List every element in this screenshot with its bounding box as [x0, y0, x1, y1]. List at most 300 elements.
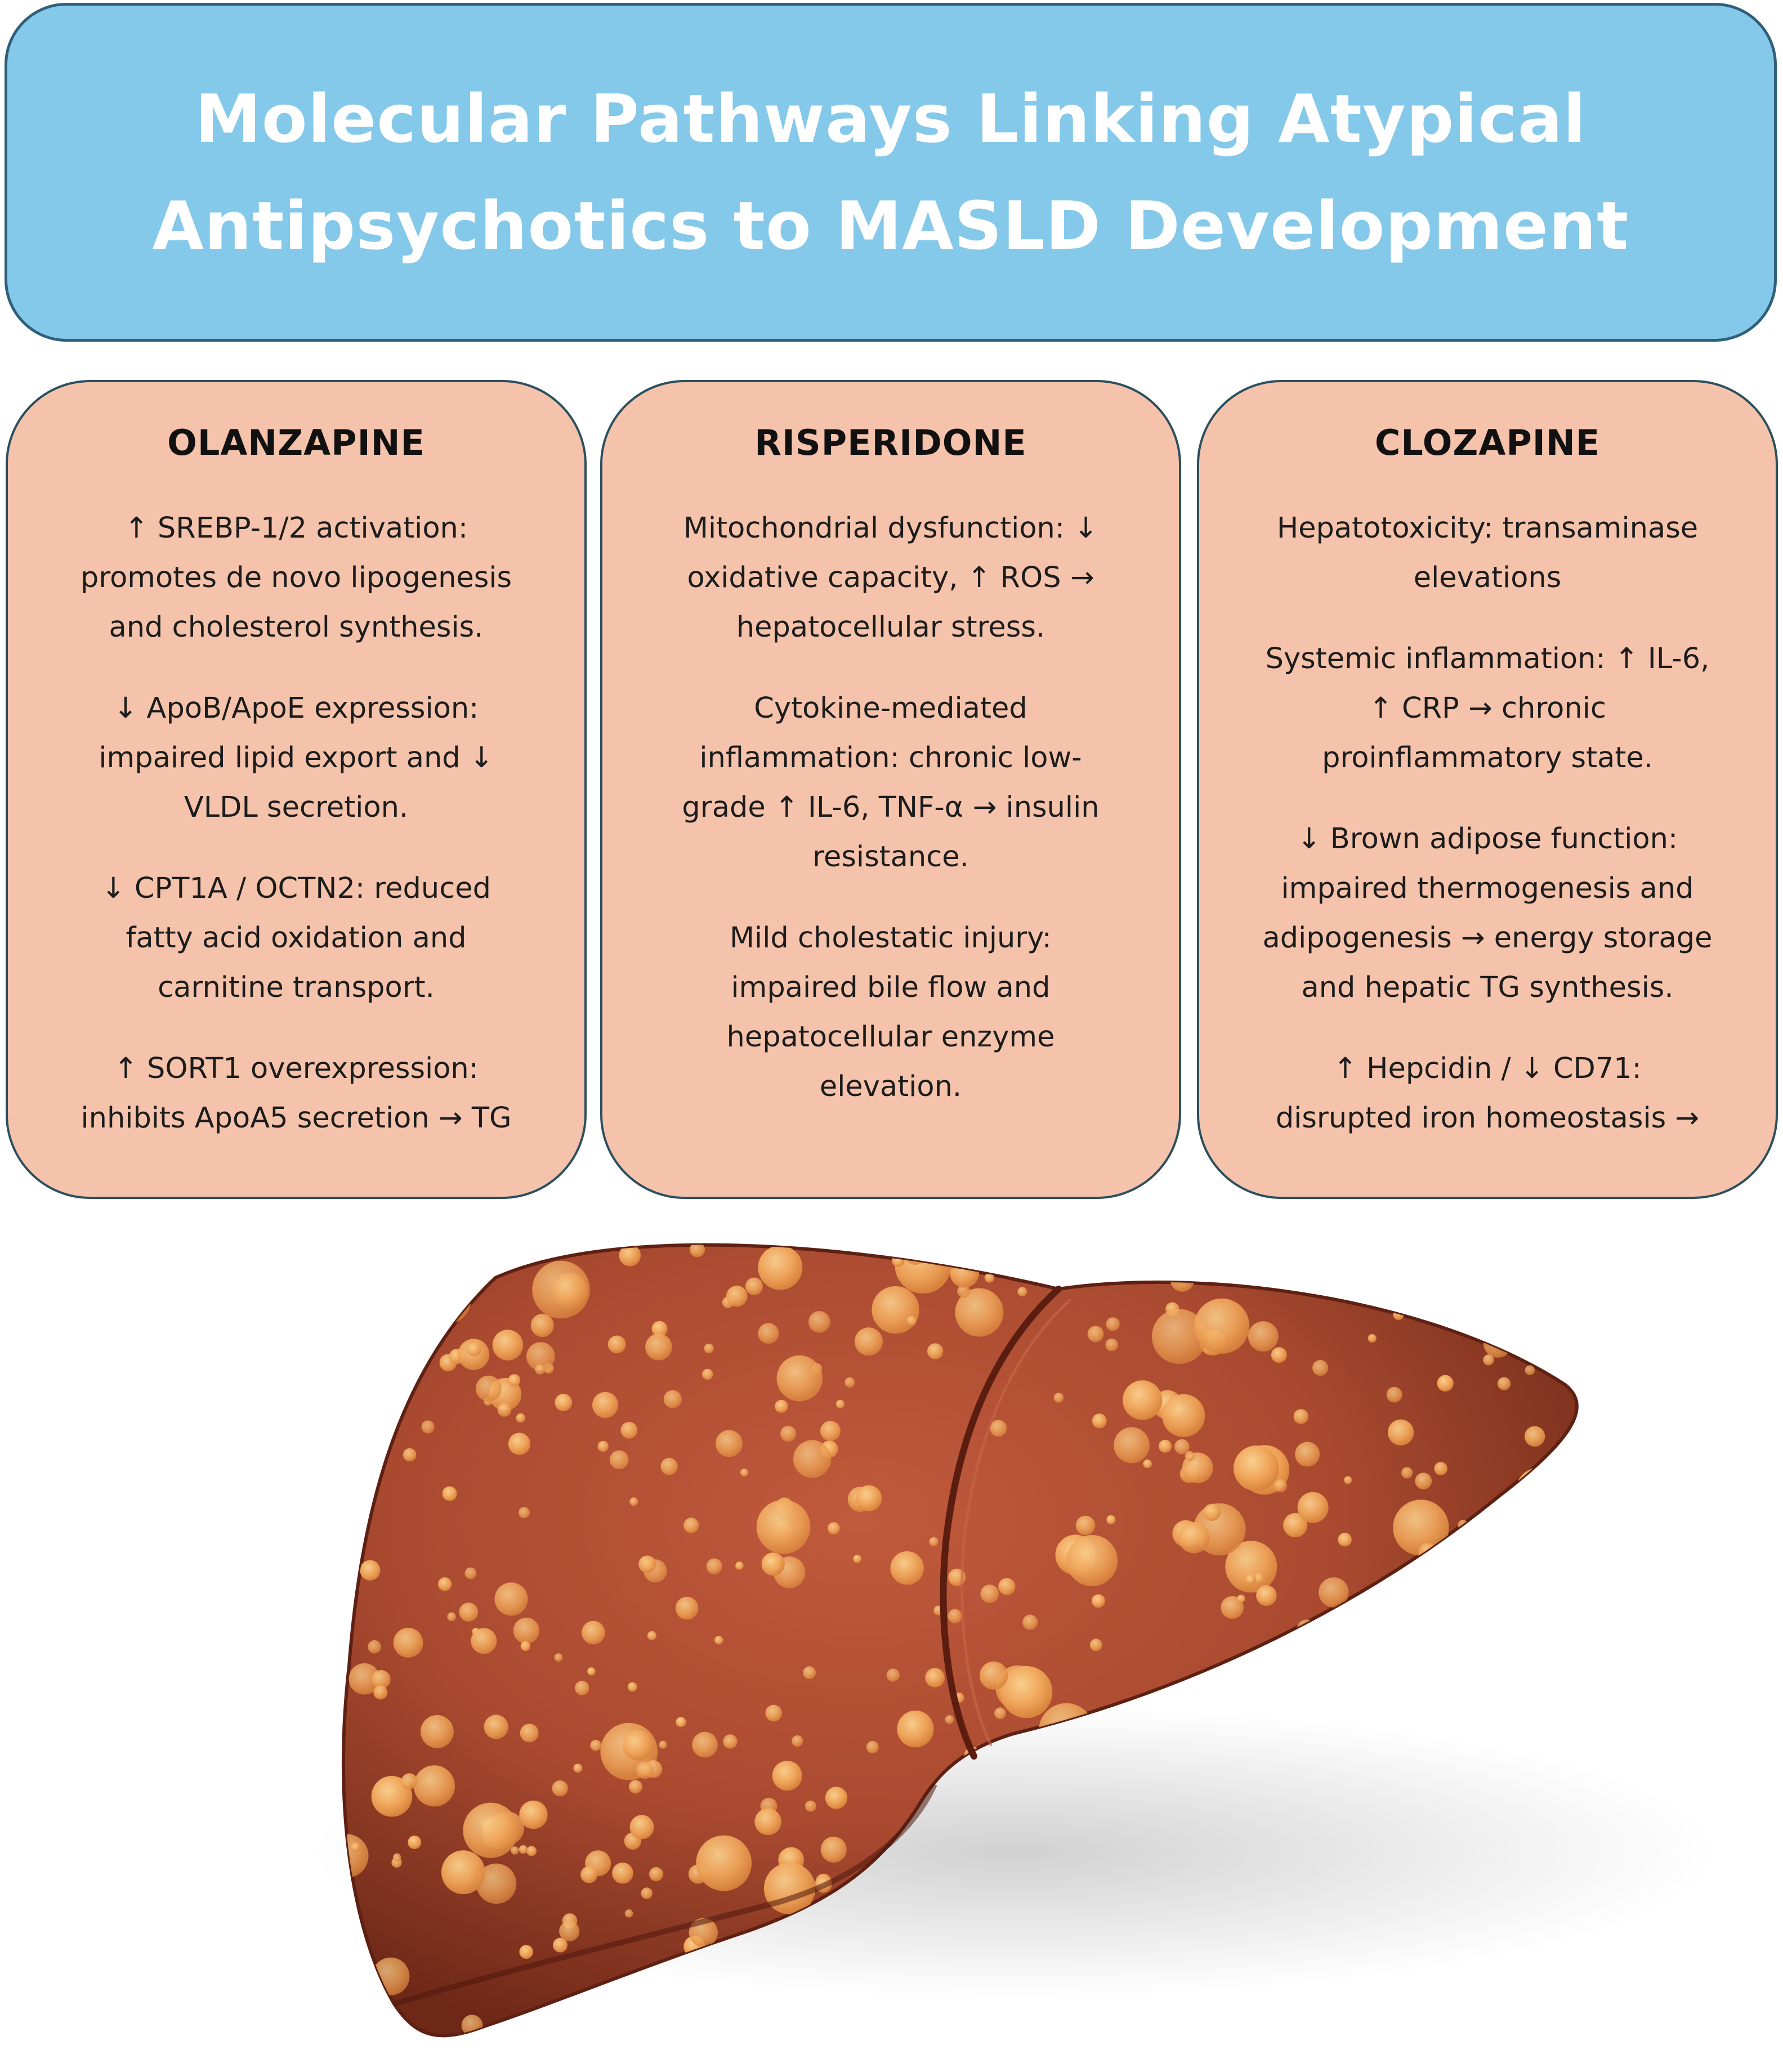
fat-droplet — [971, 2009, 981, 2020]
fat-droplet — [980, 1585, 999, 1603]
fat-droplet — [808, 1311, 830, 1333]
fat-droplet — [591, 1740, 602, 1751]
fat-droplet — [950, 1259, 979, 1288]
fat-droplet — [1279, 2022, 1309, 2052]
fat-droplet — [1266, 1657, 1293, 1685]
fat-droplet — [1170, 1268, 1195, 1292]
fat-droplet — [745, 1278, 763, 1295]
title-line-1: Molecular Pathways Linking Atypical — [195, 80, 1587, 158]
fat-droplet — [531, 1314, 554, 1337]
fat-droplet — [641, 1887, 653, 1899]
fat-droplet — [1576, 1453, 1592, 1469]
fat-droplet — [608, 1336, 626, 1354]
fat-droplet — [1451, 1619, 1465, 1633]
effect-apob-apoe — [30, 684, 562, 833]
effect-line: impaired thermogenesis and — [1281, 872, 1694, 905]
fat-droplet — [462, 1255, 478, 1270]
fat-droplet — [334, 1525, 359, 1550]
fat-droplet — [521, 1641, 530, 1651]
fat-droplet — [629, 1497, 638, 1506]
effect-line: ↑ SORT1 overexpression: — [114, 1052, 479, 1085]
effect-line: resistance. — [812, 840, 969, 874]
fat-droplet — [1012, 2022, 1023, 2033]
fat-droplet — [378, 1394, 396, 1413]
fat-droplet — [874, 2013, 909, 2048]
fat-droplet — [895, 2007, 907, 2020]
fat-droplet — [866, 1741, 879, 1753]
fat-droplet — [1066, 1535, 1118, 1586]
fat-droplet — [403, 1448, 417, 1462]
fat-droplet — [1410, 1641, 1435, 1666]
effect-srebp — [30, 504, 562, 652]
effect-line: inhibits ApoA5 secretion → TG — [81, 1102, 512, 1135]
fat-droplet — [1338, 1533, 1352, 1546]
fat-droplet — [408, 1836, 421, 1849]
effect-line: impaired bile flow and — [731, 971, 1051, 1004]
effect-line: adipogenesis → energy storage — [1262, 921, 1713, 955]
fat-droplet — [354, 2036, 370, 2052]
fat-droplet — [900, 2034, 915, 2049]
fat-droplet — [762, 1552, 785, 1576]
fat-droplet — [1271, 1347, 1287, 1363]
effect-line: grade ↑ IL-6, TNF-α → insulin — [682, 791, 1100, 824]
fat-droplet — [1143, 1460, 1152, 1468]
fat-droplet — [1435, 1581, 1451, 1597]
fat-droplet — [1123, 1380, 1162, 1420]
effect-line: Systemic inflammation: ↑ IL-6, — [1265, 642, 1710, 675]
fat-droplet — [551, 1273, 588, 1310]
card-risperidone — [600, 380, 1181, 1199]
fat-droplet — [422, 1420, 435, 1433]
effect-line: proinflammatory state. — [1322, 741, 1653, 775]
fat-droplet — [467, 1342, 481, 1356]
fat-droplet — [996, 2022, 1005, 2031]
fat-droplet — [393, 1854, 401, 1861]
fat-droplet — [1430, 1591, 1438, 1599]
fat-droplet — [1344, 1476, 1352, 1484]
fat-droplet — [1548, 1325, 1565, 1342]
fat-droplet — [1538, 1964, 1590, 2017]
fat-droplet — [1316, 1671, 1326, 1681]
fat-droplet — [825, 1787, 847, 1809]
effect-line: ↓ Brown adipose function: — [1297, 822, 1678, 856]
fat-droplet — [754, 1809, 781, 1836]
effect-systemic-inflammation — [1222, 634, 1753, 783]
fat-droplet — [1105, 1339, 1118, 1352]
fat-droplet — [350, 1347, 363, 1360]
fat-droplet — [1346, 1993, 1362, 2010]
fat-droplet — [1494, 2006, 1515, 2027]
fat-droplet — [683, 1518, 699, 1533]
effect-line: Mild cholestatic injury: — [730, 921, 1052, 955]
fat-droplet — [486, 1252, 505, 1271]
fat-droplet — [1000, 1666, 1052, 1718]
fat-droplet — [1558, 1252, 1612, 1305]
fat-droplet — [664, 1390, 682, 1408]
fat-droplet — [610, 1451, 629, 1470]
fat-droplet — [1411, 1661, 1433, 1682]
fat-droplet — [360, 1560, 380, 1581]
fat-droplet — [1035, 1263, 1046, 1274]
fat-droplet — [362, 1255, 409, 1301]
fat-droplet — [1204, 1503, 1221, 1521]
fat-droplet — [476, 1376, 502, 1402]
fat-droplet — [820, 1421, 841, 1441]
fat-droplet — [552, 1780, 568, 1796]
fat-droplet — [1381, 1641, 1398, 1658]
fat-droplet — [1106, 1515, 1115, 1524]
fat-droplet — [927, 1343, 943, 1359]
fat-droplet — [1089, 1262, 1109, 1282]
fat-droplet — [723, 1734, 737, 1748]
effect-line: VLDL secretion. — [184, 791, 409, 824]
fat-droplet — [1472, 1661, 1521, 1710]
fat-droplet — [598, 1441, 609, 1452]
fat-droplet — [514, 2019, 530, 2035]
fat-droplet — [1356, 1286, 1376, 1305]
fat-droplet — [1575, 1574, 1597, 1595]
effect-line: ↑ SREBP-1/2 activation: — [124, 512, 468, 545]
fat-droplet — [1329, 2035, 1342, 2048]
effect-line: inflammation: chronic low- — [699, 741, 1082, 775]
fat-droplet — [1465, 1699, 1475, 1709]
fat-droplet — [438, 1577, 452, 1591]
fat-droplet — [484, 1715, 508, 1739]
fat-droplet — [508, 1374, 521, 1386]
fat-droplet — [623, 1730, 653, 1761]
fat-droplet — [775, 1400, 788, 1413]
fat-droplet — [1434, 1462, 1447, 1475]
fat-droplet — [1054, 1393, 1064, 1403]
fat-droplet — [1330, 1250, 1355, 1275]
fat-droplet — [925, 1668, 945, 1688]
fat-droplet — [361, 1411, 395, 1445]
fat-droplet — [1314, 1675, 1327, 1688]
fat-droplet — [516, 1413, 526, 1423]
fat-droplet — [555, 1653, 563, 1662]
fat-droplet — [1526, 1500, 1553, 1527]
fat-droplet — [537, 1241, 556, 1260]
fat-droplet — [828, 1522, 840, 1534]
fatty-liver-illustration-icon — [0, 1205, 1783, 2072]
fat-droplet — [714, 1636, 723, 1644]
fat-droplet — [1464, 1677, 1494, 1707]
fat-droplet — [612, 1863, 633, 1884]
fat-droplet — [793, 1440, 831, 1478]
fat-droplet — [463, 1803, 518, 1858]
fat-droplet — [676, 1597, 699, 1620]
fat-droplet — [580, 1866, 597, 1883]
fat-droplet — [1388, 1420, 1414, 1446]
fat-droplet — [1571, 1247, 1585, 1261]
fat-droplet — [1330, 1674, 1345, 1689]
fat-droplet — [1508, 1644, 1539, 1674]
effect-line: hepatocellular enzyme — [726, 1021, 1055, 1054]
fat-droplet — [772, 1761, 802, 1791]
fat-droplet — [1224, 2007, 1247, 2030]
fat-droplet — [493, 1330, 524, 1361]
fat-droplet — [704, 1344, 714, 1353]
fat-droplet — [1274, 1479, 1287, 1492]
fat-droplet — [519, 1945, 533, 1959]
fat-droplet — [792, 1735, 803, 1747]
fat-droplet — [1098, 2037, 1119, 2057]
effect-line: elevation. — [819, 1070, 962, 1103]
effect-sort1 — [30, 1044, 562, 1143]
fat-droplet — [421, 1715, 454, 1748]
fat-droplet — [698, 1999, 718, 2019]
fat-droplet — [1478, 1668, 1500, 1690]
fat-droplet — [592, 1392, 618, 1418]
card-title-olanzapine: OLANZAPINE — [167, 422, 425, 463]
fat-droplet — [940, 1249, 957, 1265]
fat-droplet — [1194, 1299, 1249, 1354]
fat-droplet — [1498, 1655, 1514, 1671]
fat-droplet — [1401, 1467, 1413, 1478]
fat-droplet — [621, 1422, 638, 1439]
fat-droplet — [1174, 1439, 1190, 1455]
title-banner — [5, 3, 1777, 342]
fat-droplet — [1106, 1317, 1120, 1331]
fat-droplet — [508, 1433, 530, 1455]
fat-droplet — [1312, 1360, 1328, 1376]
fat-droplet — [1597, 1420, 1609, 1432]
fat-droplet — [994, 1707, 1006, 1719]
fat-droplet — [535, 1364, 545, 1375]
fat-droplet — [1229, 1256, 1238, 1265]
fat-droplet — [630, 1815, 654, 1839]
fat-droplet — [335, 1626, 348, 1640]
fat-droplet — [836, 1400, 844, 1408]
fat-droplet — [765, 1705, 782, 1722]
fat-droplet — [1245, 1574, 1256, 1585]
fat-droplet — [1483, 1354, 1494, 1365]
fat-droplet — [1437, 1375, 1454, 1391]
effect-line: impaired lipid export and ↓ — [99, 741, 494, 775]
fat-droplet — [520, 1724, 539, 1742]
fat-droplet — [948, 1609, 962, 1623]
effect-cholestatic — [625, 914, 1156, 1112]
fat-droplet — [1487, 1643, 1509, 1666]
fat-droplet — [677, 2012, 687, 2022]
fat-droplet — [1248, 1321, 1279, 1352]
fat-droplet — [1568, 1590, 1617, 1639]
fat-droplet — [821, 1837, 847, 1863]
fat-droplet — [1256, 1585, 1277, 1606]
card-clozapine — [1197, 380, 1778, 1199]
effect-line: Cytokine-mediated — [754, 692, 1027, 725]
fat-droplet — [628, 1682, 637, 1691]
fat-droplet — [1487, 1587, 1531, 1631]
fat-droplet — [726, 1286, 748, 1307]
fat-droplet — [757, 1500, 811, 1554]
fat-droplet — [1598, 1256, 1608, 1266]
fat-droplet — [735, 1561, 744, 1570]
fat-droplet — [890, 1551, 924, 1585]
fat-droplet — [437, 1299, 448, 1309]
fat-droplet — [445, 1281, 459, 1295]
fat-droplet — [559, 1921, 579, 1941]
fat-droplet — [1159, 1440, 1172, 1453]
fat-droplet — [649, 1867, 663, 1881]
effect-line: elevations — [1413, 561, 1562, 594]
fat-droplet — [372, 1958, 410, 1995]
fat-droplet — [1092, 1413, 1107, 1428]
fat-droplet — [1554, 1249, 1568, 1263]
fat-droplet — [1264, 2022, 1273, 2031]
fat-droplet — [853, 1555, 861, 1563]
fat-droplet — [1483, 1533, 1492, 1542]
fat-droplet — [1092, 1594, 1105, 1608]
fat-droplet — [573, 1764, 582, 1773]
fat-droplet — [803, 1666, 816, 1679]
fat-droplet — [855, 1327, 883, 1355]
fat-droplet — [582, 1621, 605, 1645]
fat-droplet — [1343, 1636, 1369, 1661]
fat-droplet — [706, 1998, 726, 2018]
fat-droplet — [1394, 1267, 1407, 1279]
fat-droplet — [844, 1377, 855, 1388]
fat-droplet — [945, 1715, 954, 1724]
fat-droplet — [519, 1507, 530, 1518]
fat-droplet — [1234, 1446, 1279, 1491]
fat-droplet — [1415, 1473, 1432, 1489]
effect-line: hepatocellular stress. — [736, 611, 1045, 644]
fat-droplet — [414, 1765, 455, 1806]
fat-droplet — [980, 1662, 1008, 1690]
effect-mitochondrial — [625, 504, 1156, 652]
fat-droplet — [1541, 1503, 1554, 1516]
fat-droplet — [716, 1430, 743, 1457]
fat-droplet — [638, 1556, 656, 1573]
fat-droplet — [1237, 1595, 1245, 1603]
fat-droplet — [575, 1681, 589, 1695]
fat-droplet — [892, 1255, 904, 1267]
fat-droplet — [414, 1268, 472, 1326]
fat-droplet — [707, 1559, 722, 1574]
fat-droplet — [443, 1487, 457, 1501]
effect-line: ↓ ApoB/ApoE expression: — [113, 692, 479, 725]
fat-droplet — [777, 1355, 823, 1402]
fat-droplet — [555, 1394, 572, 1411]
fat-droplet — [1498, 1377, 1511, 1390]
fat-droplet — [1368, 1334, 1377, 1342]
effect-line: ↑ Hepcidin / ↓ CD71: — [1333, 1052, 1642, 1085]
fat-droplet — [659, 1741, 667, 1749]
fat-droplet — [358, 1254, 397, 1294]
fat-droplet — [1178, 1522, 1209, 1553]
card-title-clozapine: CLOZAPINE — [1374, 422, 1601, 463]
effect-line: fatty acid oxidation and — [126, 921, 467, 955]
fat-droplet — [929, 1537, 938, 1546]
liver-svg — [0, 1205, 1783, 2072]
fat-droplet — [1298, 1492, 1329, 1523]
fat-droplet — [1162, 1251, 1172, 1260]
fat-droplet — [1362, 1690, 1378, 1707]
fat-droplet — [1525, 1426, 1545, 1447]
fat-droplet — [907, 1316, 917, 1326]
fat-droplet — [1017, 1287, 1027, 1296]
fat-droplet — [647, 1631, 656, 1640]
fat-droplet — [672, 2027, 690, 2044]
fat-droplet — [1450, 1640, 1463, 1653]
fat-droplet — [872, 1286, 919, 1333]
card-olanzapine — [6, 380, 587, 1199]
fat-droplet — [1076, 1516, 1096, 1536]
title-line-2: Antipsychotics to MASLD Development — [152, 187, 1629, 265]
fat-droplet — [494, 1582, 528, 1615]
effect-hepcidin — [1222, 1044, 1753, 1143]
fat-droplet — [1114, 1427, 1150, 1464]
effect-line: ↓ CPT1A / OCTN2: reduced — [101, 872, 491, 905]
fat-droplet — [519, 1845, 528, 1854]
fat-droplet — [1572, 1742, 1582, 1752]
effect-line: disrupted iron homeostasis → — [1275, 1102, 1700, 1135]
fat-droplet — [1330, 1993, 1378, 2040]
fat-droplet — [887, 1668, 900, 1681]
effect-line: oxidative capacity, ↑ ROS → — [687, 561, 1094, 594]
fat-droplet — [459, 1603, 478, 1622]
fat-droplet — [676, 1717, 686, 1727]
fat-droplet — [1387, 1387, 1402, 1403]
fat-droplet — [373, 1685, 387, 1699]
fat-droplet — [758, 1323, 779, 1344]
fat-droplet — [660, 1458, 677, 1475]
effect-brown-adipose — [1222, 815, 1753, 1013]
fat-droplet — [1090, 1639, 1102, 1651]
fat-droplet — [1088, 1326, 1104, 1342]
fat-droplet — [394, 1628, 423, 1658]
fat-droplet — [441, 1850, 485, 1894]
fat-droplet — [702, 1369, 713, 1380]
fat-droplet — [1022, 1615, 1038, 1630]
fat-droplet — [629, 1780, 642, 1793]
fat-droplet — [977, 2033, 989, 2046]
fat-droplet — [805, 1801, 816, 1812]
fat-droplet — [416, 2034, 427, 2045]
fat-droplet — [774, 2003, 793, 2022]
effect-line: Hepatotoxicity: transaminase — [1276, 512, 1699, 545]
fat-droplet — [998, 1578, 1015, 1595]
effect-line: and cholesterol synthesis. — [109, 611, 484, 644]
fat-droplet — [758, 1246, 802, 1290]
fat-droplet — [645, 1333, 672, 1361]
fat-droplet — [1307, 2011, 1332, 2036]
effect-line: ↑ CRP → chronic — [1369, 692, 1606, 725]
fat-droplet — [498, 1403, 512, 1417]
fat-droplet — [696, 1836, 752, 1891]
fat-droplet — [1447, 1589, 1456, 1598]
effect-line: and hepatic TG synthesis. — [1301, 971, 1674, 1004]
fat-droplet — [1453, 1574, 1468, 1590]
fat-droplet — [740, 1469, 748, 1476]
effect-cpt1a-octn2 — [30, 864, 562, 1013]
card-title-risperidone: RISPERIDONE — [754, 422, 1027, 463]
fat-droplet — [897, 1711, 933, 1747]
fat-droplet — [332, 1494, 348, 1510]
fat-droplet — [975, 2039, 990, 2055]
fat-droplet — [351, 1842, 360, 1851]
fat-droplet — [625, 1909, 633, 1918]
fat-droplet — [1419, 1618, 1446, 1645]
fat-droplet — [1570, 1567, 1618, 1615]
fat-droplet — [526, 1846, 537, 1856]
fat-droplet — [1294, 1409, 1309, 1424]
fat-droplet — [1295, 1442, 1320, 1467]
fat-droplet — [1502, 1260, 1535, 1293]
effect-cytokine — [625, 684, 1156, 882]
fat-droplet — [471, 1628, 497, 1654]
